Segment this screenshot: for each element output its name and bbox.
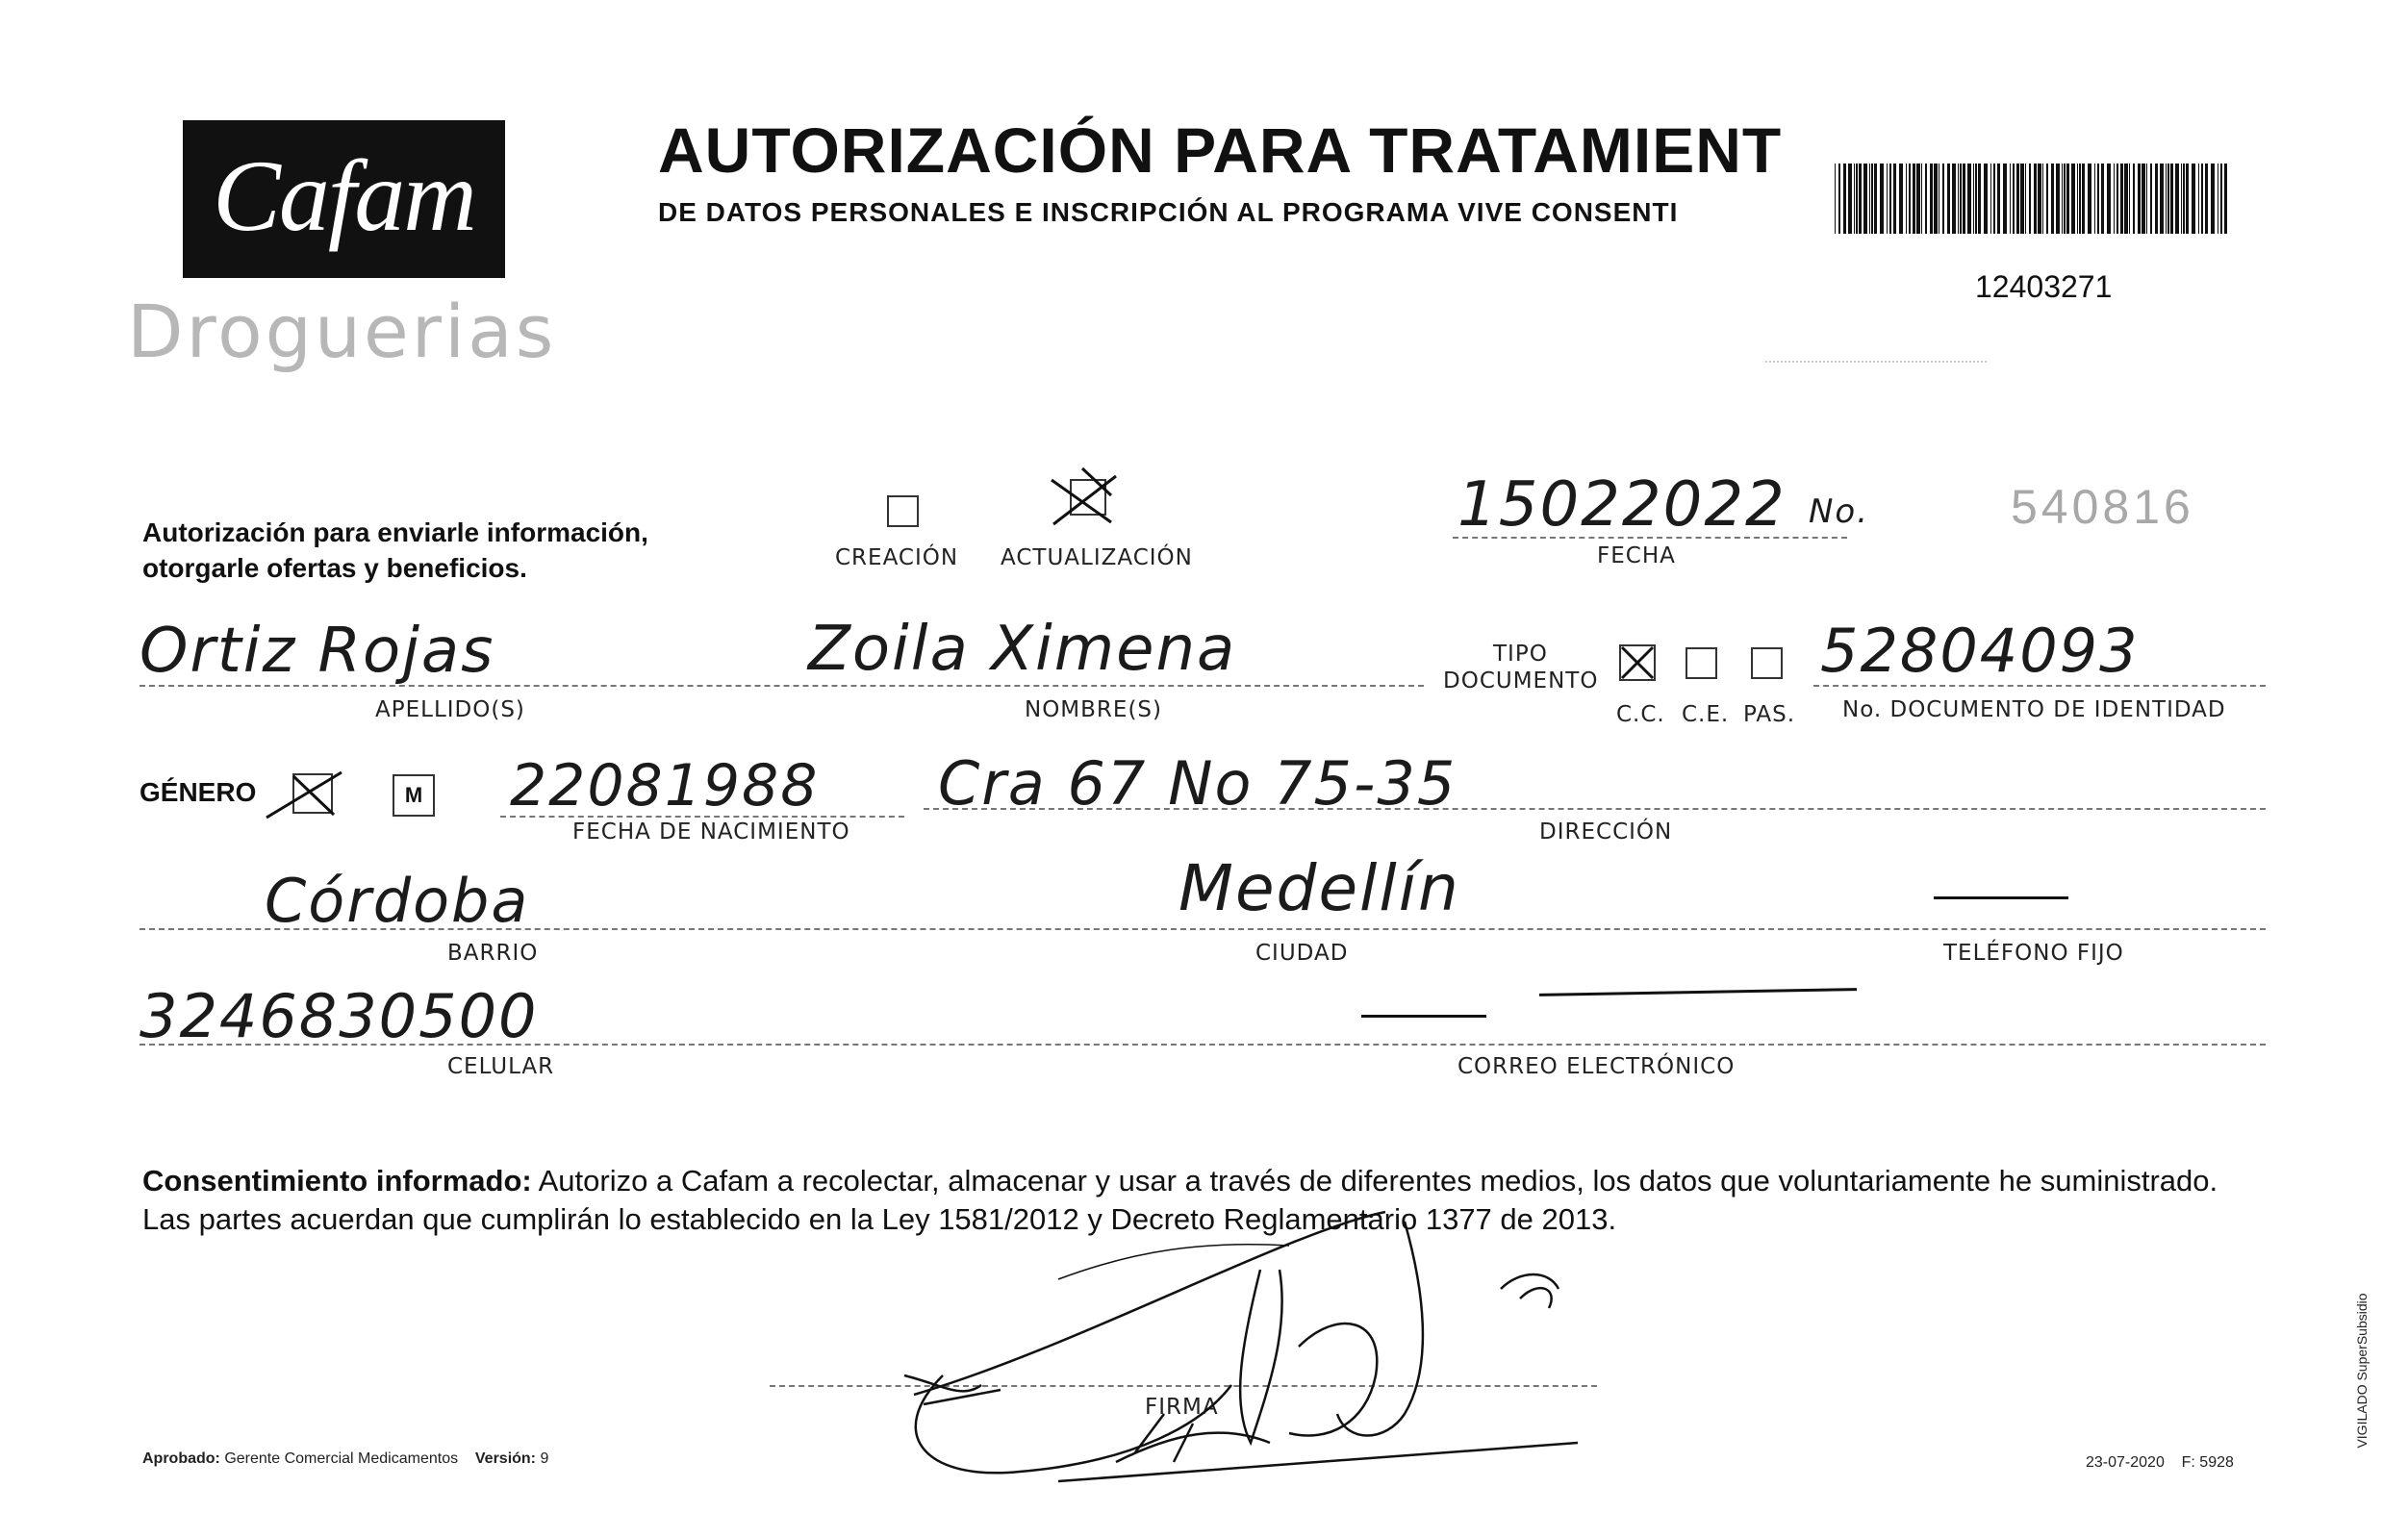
celular-label: CELULAR xyxy=(447,1054,555,1079)
name-line xyxy=(139,685,1424,687)
genero-label: GÉNERO xyxy=(139,777,257,807)
aprobado-label: Aprobado: xyxy=(142,1450,220,1467)
correo-dash-2 xyxy=(1539,988,1857,996)
footer-approval xyxy=(142,1450,548,1468)
version-value: 9 xyxy=(540,1450,549,1467)
nacimiento-value: 22081988 xyxy=(510,752,820,819)
genero-m-checkbox[interactable]: M xyxy=(393,774,435,817)
telefono-dash xyxy=(1934,896,2068,899)
fecha-label: FECHA xyxy=(1597,543,1676,568)
celular-line xyxy=(139,1044,2266,1046)
documento-line xyxy=(1813,685,2266,687)
version-label: Versión: xyxy=(474,1450,537,1467)
pas-checkbox[interactable] xyxy=(1751,647,1783,679)
genero-f-checkbox[interactable] xyxy=(265,765,356,827)
direccion-line xyxy=(924,808,2266,810)
barrio-line xyxy=(139,928,2266,930)
barcode-number: 12403271 xyxy=(1975,269,2113,304)
firma-label: FIRMA xyxy=(1145,1395,1219,1420)
telefono-label: TELÉFONO FIJO xyxy=(1943,941,2124,966)
pas-label: PAS. xyxy=(1743,702,1796,727)
documento-value: 52804093 xyxy=(1820,616,2140,686)
creacion-label: CREACIÓN xyxy=(835,545,959,570)
celular-value: 3246830500 xyxy=(139,981,539,1051)
ce-label: C.E. xyxy=(1682,702,1730,727)
barrio-value: Córdoba xyxy=(265,866,530,936)
direccion-value: Cra 67 No 75-35 xyxy=(938,748,1457,819)
authorization-text xyxy=(142,515,648,586)
correo-dash-1 xyxy=(1361,1015,1486,1018)
tipo-label: TIPO xyxy=(1493,642,1548,667)
documento-label: No. DOCUMENTO DE IDENTIDAD xyxy=(1842,697,2226,722)
side-vigilado-text xyxy=(2347,1279,2376,1462)
footer-code: F: 5928 xyxy=(2181,1454,2234,1471)
footer-date-code xyxy=(2086,1454,2234,1472)
ciudad-label: CIUDAD xyxy=(1255,941,1349,966)
nombres-label: NOMBRE(S) xyxy=(1025,697,1162,722)
control-number: 540816 xyxy=(2011,480,2194,534)
nombres-value: Zoila Ximena xyxy=(808,614,1237,685)
actualizacion-label: ACTUALIZACIÓN xyxy=(1001,545,1193,570)
barrio-label: BARRIO xyxy=(447,941,539,966)
correo-label: CORREO ELECTRÓNICO xyxy=(1457,1054,1736,1079)
brand-subtitle: Droguerias xyxy=(127,289,557,374)
logo-text: Cafam xyxy=(213,139,475,252)
ciudad-value: Medellín xyxy=(1179,851,1460,925)
cafam-logo xyxy=(183,120,505,278)
authorization-line-1: Autorización para enviarle información, xyxy=(142,517,648,547)
direccion-label: DIRECCIÓN xyxy=(1539,819,1673,845)
fecha-line xyxy=(1453,537,1847,539)
fecha-value: 15022022 xyxy=(1457,469,1787,541)
consent-body: Autorizo a Cafam a recolectar, almacenar y usar a través de diferentes medios, los datos que voluntariamente he suministrado. Las partes acuerdan que cumplirán lo establecido en la Ley 1581/2012 y Decreto Reglamentario 1377 de 2013. xyxy=(142,1164,2218,1236)
no-label: No. xyxy=(1809,492,1870,531)
cc-label: C.C. xyxy=(1616,702,1665,727)
barcode xyxy=(1835,164,2229,234)
ce-checkbox[interactable] xyxy=(1686,647,1717,679)
form-title: AUTORIZACIÓN PARA TRATAMIENT xyxy=(658,114,1783,186)
nacimiento-line xyxy=(500,816,904,818)
aprobado-value: Gerente Comercial Medicamentos xyxy=(224,1450,459,1467)
apellidos-value: Ortiz Rojas xyxy=(139,616,495,687)
cc-checkbox[interactable] xyxy=(1614,640,1662,688)
side-text: VIGILADO SuperSubsidio xyxy=(2354,1293,2370,1449)
form-subtitle: DE DATOS PERSONALES E INSCRIPCIÓN AL PROGRAMA VIVE CONSENTI xyxy=(658,197,1679,227)
signature xyxy=(885,1193,1616,1500)
creacion-checkbox[interactable] xyxy=(887,495,919,527)
faint-mark xyxy=(1765,361,1987,363)
nacimiento-label: FECHA DE NACIMIENTO xyxy=(572,819,850,845)
authorization-line-2: otorgarle ofertas y beneficios. xyxy=(142,553,527,583)
apellidos-label: APELLIDO(S) xyxy=(375,697,525,722)
consent-heading: Consentimiento informado: xyxy=(142,1164,532,1198)
documento-type-label: DOCUMENTO xyxy=(1443,668,1599,693)
actualizacion-checkbox[interactable] xyxy=(1044,466,1135,534)
footer-date: 23-07-2020 xyxy=(2086,1454,2165,1471)
